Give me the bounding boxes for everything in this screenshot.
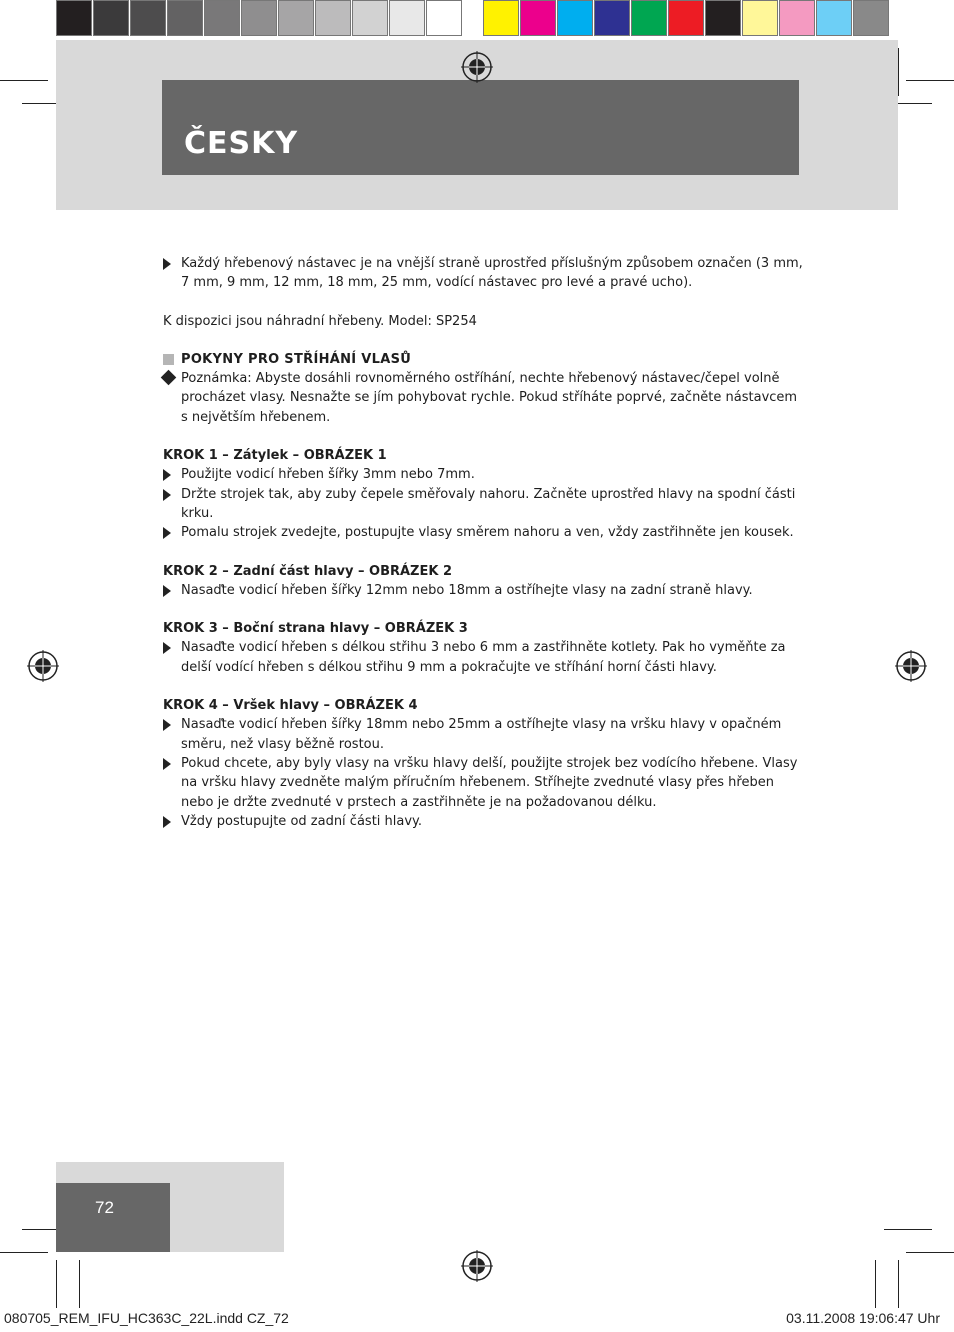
warning-icon (161, 370, 177, 386)
step-1-item: Použijte vodicí hřeben šířky 3mm nebo 7mm. (181, 467, 475, 483)
color-swatch (315, 0, 351, 36)
color-swatch (93, 0, 129, 36)
triangle-bullet-icon (163, 489, 171, 501)
spare-combs-text: K dispozici jsou náhradní hřebeny. Model: SP254 (163, 313, 477, 329)
date-slug: 03.11.2008 19:06:47 Uhr (786, 1310, 940, 1326)
step-2-heading: KROK 2 – Zadní část hlavy – OBRÁZEK 2 (163, 563, 452, 579)
color-swatch (779, 0, 815, 36)
list-item (163, 581, 803, 600)
step-3-item: Nasaďte vodicí hřeben s délkou střihu 3 nebo 6 mm a zastřihněte kotlety. Pak ho vyměňte za delší vodící hřeben s délkou střihu 9 mm a pokračujte ve stříhání horní části hlavy. (181, 640, 786, 675)
intro-bullet-text: Každý hřebenový nástavec je na vnější straně uprostřed příslušným způsobem označen (3 mm, 7 mm, 9 mm, 12 mm, 18 mm, 25 mm, vodící nástavec pro levé a pravé ucho). (181, 256, 803, 291)
list-item (163, 465, 803, 484)
color-swatch (278, 0, 314, 36)
note-item (163, 369, 803, 427)
color-swatch (816, 0, 852, 36)
crop-mark (875, 1260, 876, 1308)
color-swatch (594, 0, 630, 36)
square-bullet-icon (163, 354, 174, 365)
step-3-heading: KROK 3 – Boční strana hlavy – OBRÁZEK 3 (163, 621, 468, 637)
section-heading (163, 350, 803, 369)
color-swatch (520, 0, 556, 36)
crop-mark (56, 1260, 57, 1308)
list-item (163, 485, 803, 524)
step-1-item: Držte strojek tak, aby zuby čepele směřovaly nahoru. Začněte uprostřed hlavy na spodní části krku. (181, 486, 796, 521)
step-2-item: Nasaďte vodicí hřeben šířky 12mm nebo 18mm a ostříhejte vlasy na zadní straně hlavy. (181, 582, 753, 598)
color-swatch (167, 0, 203, 36)
step-4-item: Pokud chcete, aby byly vlasy na vršku hlavy delší, použijte strojek bez vodícího hřebene. Vlasy na vršku hlavy zvedněte malým příručním hřebenem. Stříhejte zvednuté vlasy přes hřeben nebo je držte zvednuté v prstech a zastřihněte je na požadovanou délku. (181, 755, 798, 810)
file-slug: 080705_REM_IFU_HC363C_22L.indd CZ_72 (4, 1310, 289, 1326)
grayscale-color-bar (56, 0, 463, 40)
main-content (163, 254, 803, 831)
crop-mark (906, 1252, 954, 1253)
color-swatch (853, 0, 889, 36)
crop-mark (79, 1260, 80, 1308)
color-swatch (204, 0, 240, 36)
step-1-item: Pomalu strojek zvedejte, postupujte vlasy směrem nahoru a ven, vždy zastřihněte jen kousek. (181, 525, 794, 541)
registration-mark-icon (461, 51, 493, 83)
crop-mark (884, 1229, 932, 1230)
registration-mark-icon (27, 650, 59, 682)
color-swatch (426, 0, 462, 36)
triangle-bullet-icon (163, 642, 171, 654)
color-swatch (56, 0, 92, 36)
color-swatch (742, 0, 778, 36)
color-swatch (389, 0, 425, 36)
page-number: 72 (95, 1198, 114, 1217)
crop-mark (0, 1252, 48, 1253)
color-swatch (631, 0, 667, 36)
triangle-bullet-icon (163, 816, 171, 828)
color-swatch (130, 0, 166, 36)
list-item (163, 812, 803, 831)
step-1-heading: KROK 1 – Zátylek – OBRÁZEK 1 (163, 448, 387, 464)
list-item (163, 715, 803, 754)
color-swatch (483, 0, 519, 36)
color-swatch (705, 0, 741, 36)
list-item (163, 254, 803, 293)
triangle-bullet-icon (163, 719, 171, 731)
step-4-item: Nasaďte vodicí hřeben šířky 18mm nebo 25mm a ostříhejte vlasy na vršku hlavy v opačném směru, než vlasy běžně rostou. (181, 717, 782, 752)
step-4-item: Vždy postupujte od zadní části hlavy. (181, 813, 423, 829)
registration-mark-icon (895, 650, 927, 682)
color-swatch (241, 0, 277, 36)
triangle-bullet-icon (163, 527, 171, 539)
process-color-bar (483, 0, 890, 40)
triangle-bullet-icon (163, 469, 171, 481)
crop-mark (0, 80, 48, 81)
color-swatch (352, 0, 388, 36)
triangle-bullet-icon (163, 258, 171, 270)
color-swatch (557, 0, 593, 36)
triangle-bullet-icon (163, 758, 171, 770)
triangle-bullet-icon (163, 585, 171, 597)
crop-mark (906, 80, 954, 81)
crop-mark (898, 48, 899, 96)
color-swatch (668, 0, 704, 36)
section-heading-text: POKYNY PRO STŘÍHÁNÍ VLASŮ (181, 351, 412, 367)
registration-mark-icon (461, 1250, 493, 1282)
page-title: ČESKY (184, 126, 299, 161)
list-item (163, 523, 803, 542)
list-item (163, 638, 803, 677)
list-item (163, 754, 803, 812)
note-text: Poznámka: Abyste dosáhli rovnoměrného ostříhání, nechte hřebenový nástavec/čepel volně procházet vlasy. Nesnažte se jím pohybovat rychle. Pokud stříháte poprvé, začněte nástavcem s největším hřebenem. (181, 371, 798, 425)
step-4-heading: KROK 4 – Vršek hlavy – OBRÁZEK 4 (163, 698, 418, 714)
crop-mark (898, 1260, 899, 1308)
